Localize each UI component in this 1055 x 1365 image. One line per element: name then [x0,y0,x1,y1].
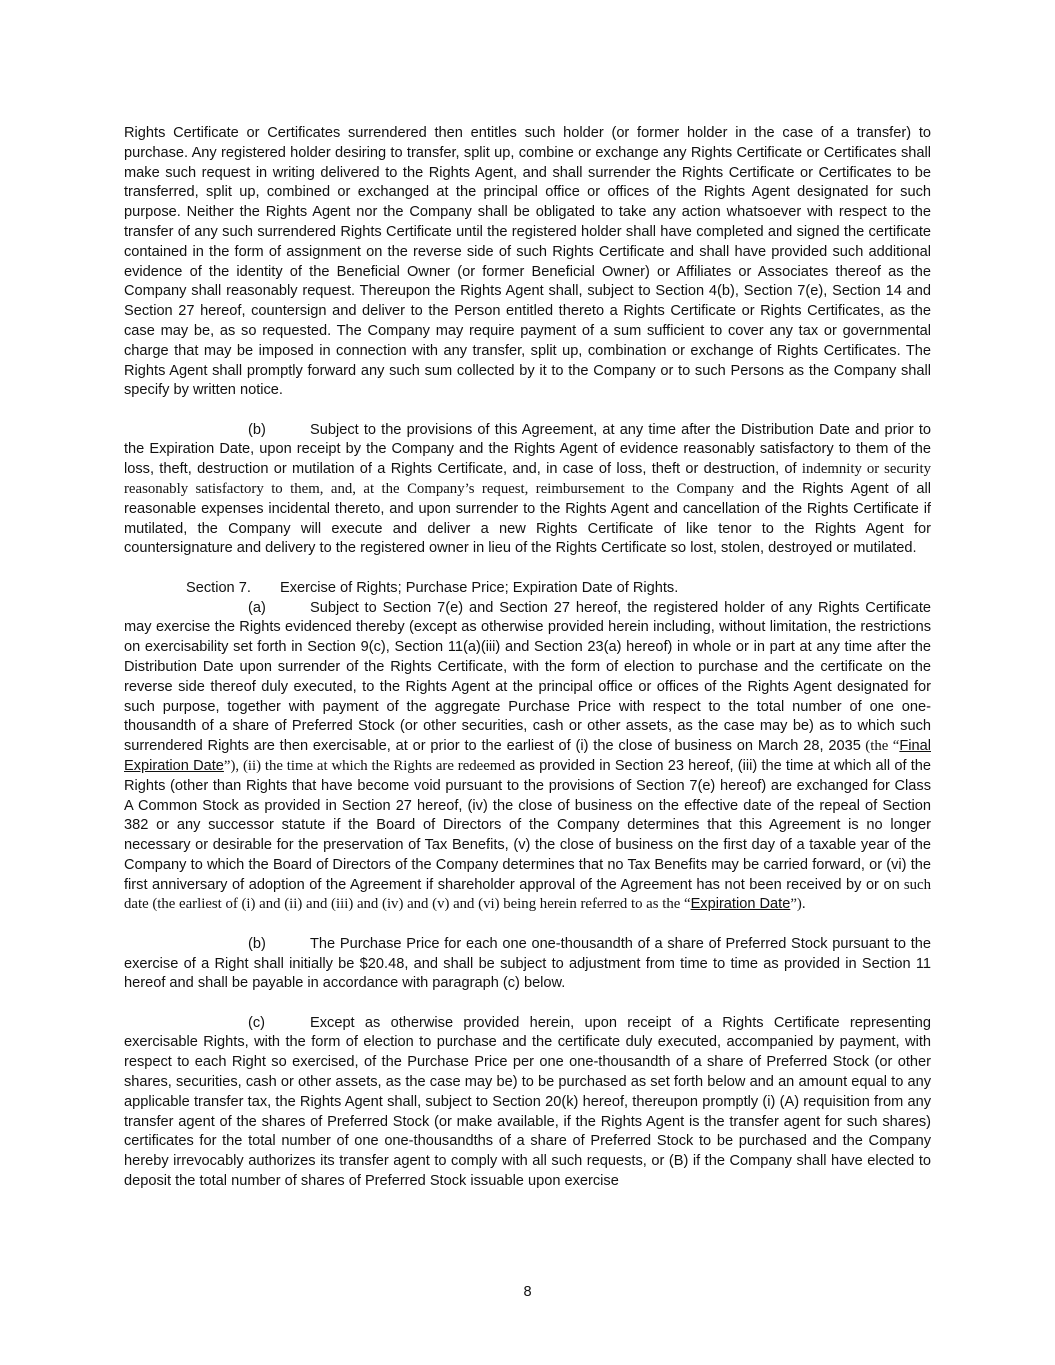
paragraph-text: Except as otherwise provided herein, upon receipt of a Rights Certificate representing exercisable Rights, with the form of election to purchase and the certificate duly executed, accompanied by payment, with respect to each Right so exercised, of the Purchase Price per one one-thousandth of a share of Preferred Stock (or other shares, securities, cash or other assets, as the case may be) to be purchased as set forth below and an amount equal to any applicable transfer tax, the Rights Agent shall, subject to Section 20(k) hereof, thereupon promptly (i) (A) requisition from any transfer agent of the shares of Preferred Stock (or make available, if the Rights Agent is the transfer agent for such shares) certificates for the total number of one one-thousandths of a share of Preferred Stock to be purchased and the Company hereby irrevocably authorizes its transfer agent to comply with all such requests, or (B) if the Company shall have elected to deposit the total number of shares of Preferred Stock issuable upon exercise [124,1014,931,1190]
paragraph-label: (b) [248,421,266,438]
paragraph-text-serif: such date (the earliest of (i) and (ii) and (iii) and (iv) and (v) and (vi) being herein referred to as the “ [124,876,931,913]
paragraph-text: Subject to the provisions of this Agreement, at any time after the Distribution Date and prior to the Expiration Date, upon receipt by the Company and the Rights Agent of evidence reasonably satisfactory to them of the loss, theft, destruction or mutilation of a Rights Certificate, and, in case of loss, theft or destruction, of [124,421,931,478]
paragraph-text-serif: indemnity or security reasonably satisfactory to them, and, at the Company’s request, reimbursement to the Company [124,461,931,498]
paragraph-label: (a) [248,599,266,616]
paragraph-7b [124,935,931,994]
paragraph-text: Subject to Section 7(e) and Section 27 hereof, the registered holder of any Rights Certificate may exercise the Rights evidenced thereby (except as otherwise provided herein including, without limitation, the restrictions on exercisability set forth in Section 9(c), Section 11(a)(iii) and Section 23(a) hereof) in whole or in part at any time after the Distribution Date upon surrender of the Rights Certificate, with the form of election to purchase and the certificate on the reverse side thereof duly executed, to the Rights Agent at the principal office or offices of the Rights Agent designated for such purpose, together with payment of the aggregate Purchase Price with respect to the total number of one one-thousandth of a share of Preferred Stock (or other securities, cash or other assets, as the case may be) as to which such surrendered Rights are then exercisable, at or prior to the earliest of (i) the close of business on March 28, 2035 [124,599,931,755]
paragraph-continuation [124,124,931,401]
paragraph-text-serif: ”), (ii) the time at which the Rights are redeemed [223,757,516,774]
section-title: Exercise of Rights; Purchase Price; Expiration Date of Rights. [280,579,679,596]
paragraph-text-serif: (the “ [860,738,900,755]
paragraph-text: as provided in Section 23 hereof, (iii) the time at which all of the Rights (other than Rights that have become void pursuant to the provisions of Section 7(e) hereof) are exchanged for Class A Common Stock as provided in Section 27 hereof, (iv) the close of business on the effective date of the repeal of Section 382 or any successor statute if the Board of Directors of the Company determines that this Agreement is no longer necessary or desirable for the preservation of Tax Benefits, (v) the close of business on the first day of a taxable year of the Company to which the Board of Directors of the Company determines that no Tax Benefits may be carried forward, or (vi) the first anniversary of adoption of the Agreement if shareholder approval of the Agreement has not been received by or on [124,757,931,893]
section-number: Section 7. [186,579,251,596]
paragraph-text-serif: ”). [790,896,806,913]
paragraph-text: and the Rights Agent of all reasonable expenses incidental thereto, and upon surrender to the Rights Agent and cancellation of the Rights Certificate if mutilated, the Company will execute and deliver a new Rights Certificate of like tenor to the Rights Agent for countersignature and delivery to the registered owner in lieu of the Rights Certificate so lost, stolen, destroyed or mutilated. [124,481,931,557]
page-number: 8 [523,1284,532,1300]
document-page [124,124,931,1192]
paragraph-label: (b) [248,935,266,952]
paragraph-6b [124,421,931,560]
paragraph-text: The Purchase Price for each one one-thousandth of a share of Preferred Stock pursuant to the exercise of a Right shall initially be $20.48, and shall be subject to adjustment from time to time as provided in Section 11 hereof and shall be payable in accordance with paragraph (c) below. [124,935,931,992]
paragraph-text: Rights Certificate or Certificates surrendered then entitles such holder (or former holder in the case of a transfer) to purchase. Any registered holder desiring to transfer, split up, combine or exchange any Rights Certificate or Certificates shall make such request in writing delivered to the Rights Agent, and shall surrender the Rights Certificate or Certificates to be transferred, split up, combined or exchanged at the principal office or offices of the Rights Agent designated for such purpose. Neither the Rights Agent nor the Company shall be obligated to take any action whatsoever with respect to the transfer of any such surrendered Rights Certificate until the registered holder shall have completed and signed the certificate contained in the form of assignment on the reverse side of such Rights Certificate and shall have provided such additional evidence of the identity of the Beneficial Owner (or former Beneficial Owner) or Affiliates or Associates thereof as the Company shall reasonably request. Thereupon the Rights Agent shall, subject to Section 4(b), Section 7(e), Section 14 and Section 27 hereof, countersign and deliver to the Person entitled thereto a Rights Certificate or Rights Certificates, as the case may be, as so requested. The Company may require payment of a sum sufficient to cover any tax or governmental charge that may be imposed in connection with any transfer, split up, combination or exchange of Rights Certificates. The Rights Agent shall promptly forward any such sum collected by it to the Company or to such Persons as the Company shall specify by written notice. [124,125,931,399]
paragraph-7a [124,599,931,916]
defined-term: Final Expiration Date [124,738,931,774]
paragraph-label: (c) [248,1014,266,1031]
defined-term: Expiration Date [690,896,791,913]
paragraph-7c [124,1014,931,1192]
section-heading [124,579,931,599]
